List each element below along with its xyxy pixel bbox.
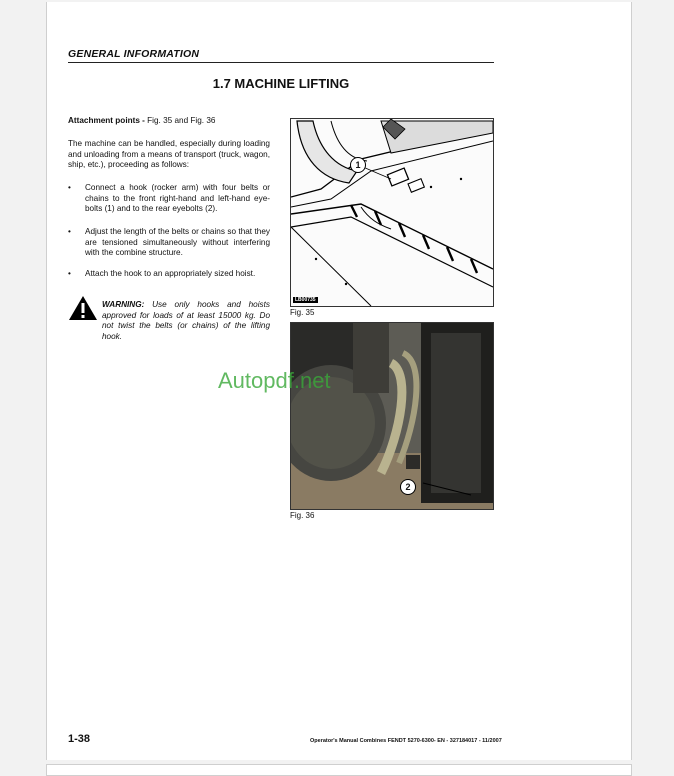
next-page-edge (46, 764, 632, 776)
figure-35-drawing (290, 118, 494, 307)
bullet-text: Adjust the length of the belts or chains so that they are tensioned simultaneously without interfering with the combine structure. (85, 227, 270, 257)
bullet-dot: • (68, 227, 71, 236)
figure-code: LB00735 (295, 297, 316, 303)
attachment-subheading (68, 116, 270, 127)
bullet-dot: • (68, 183, 71, 192)
warning-body: Use only hooks and hoists approved for loads of at least 15000 kg. Do not twist the belts (or chains) of the lifting hook. (102, 300, 270, 341)
callout-1: 1 (350, 157, 366, 173)
page-title: 1.7 MACHINE LIFTING (212, 76, 350, 91)
warning-text (102, 300, 270, 342)
attachment-figure-ref: Fig. 35 and Fig. 36 (147, 116, 216, 125)
intro-paragraph: The machine can be handled, especially during loading and unloading from a means of transport (truck, wagon, ship, etc.), proceeding as follows: (68, 139, 270, 169)
section-header: GENERAL INFORMATION (68, 48, 494, 63)
figure-36-photo (290, 322, 494, 510)
figure-36-caption: Fig. 36 (290, 511, 315, 520)
bullet-text: Attach the hook to an appropriately sized hoist. (85, 269, 256, 278)
callout-2: 2 (400, 479, 416, 495)
engine-compartment-photo (291, 323, 493, 509)
attachment-label: Attachment points - (68, 116, 148, 125)
page-number: 1-38 (68, 733, 91, 745)
warning-triangle-icon (68, 295, 98, 321)
document-reference: Operator's Manual Combines FENDT 5270-6300- EN - 327184017 - 11/2007 (310, 738, 502, 744)
bullet-dot: • (68, 269, 71, 278)
figure-35-caption: Fig. 35 (290, 308, 315, 317)
lifting-point-drawing (291, 119, 493, 306)
warning-label: WARNING: (102, 300, 145, 309)
bullet-text: Connect a hook (rocker arm) with four belts or chains to the front right-hand and left-hand eye-bolts (1) and to the rear eyebolts (2). (85, 183, 270, 213)
watermark: Autopdf.net (218, 368, 331, 393)
